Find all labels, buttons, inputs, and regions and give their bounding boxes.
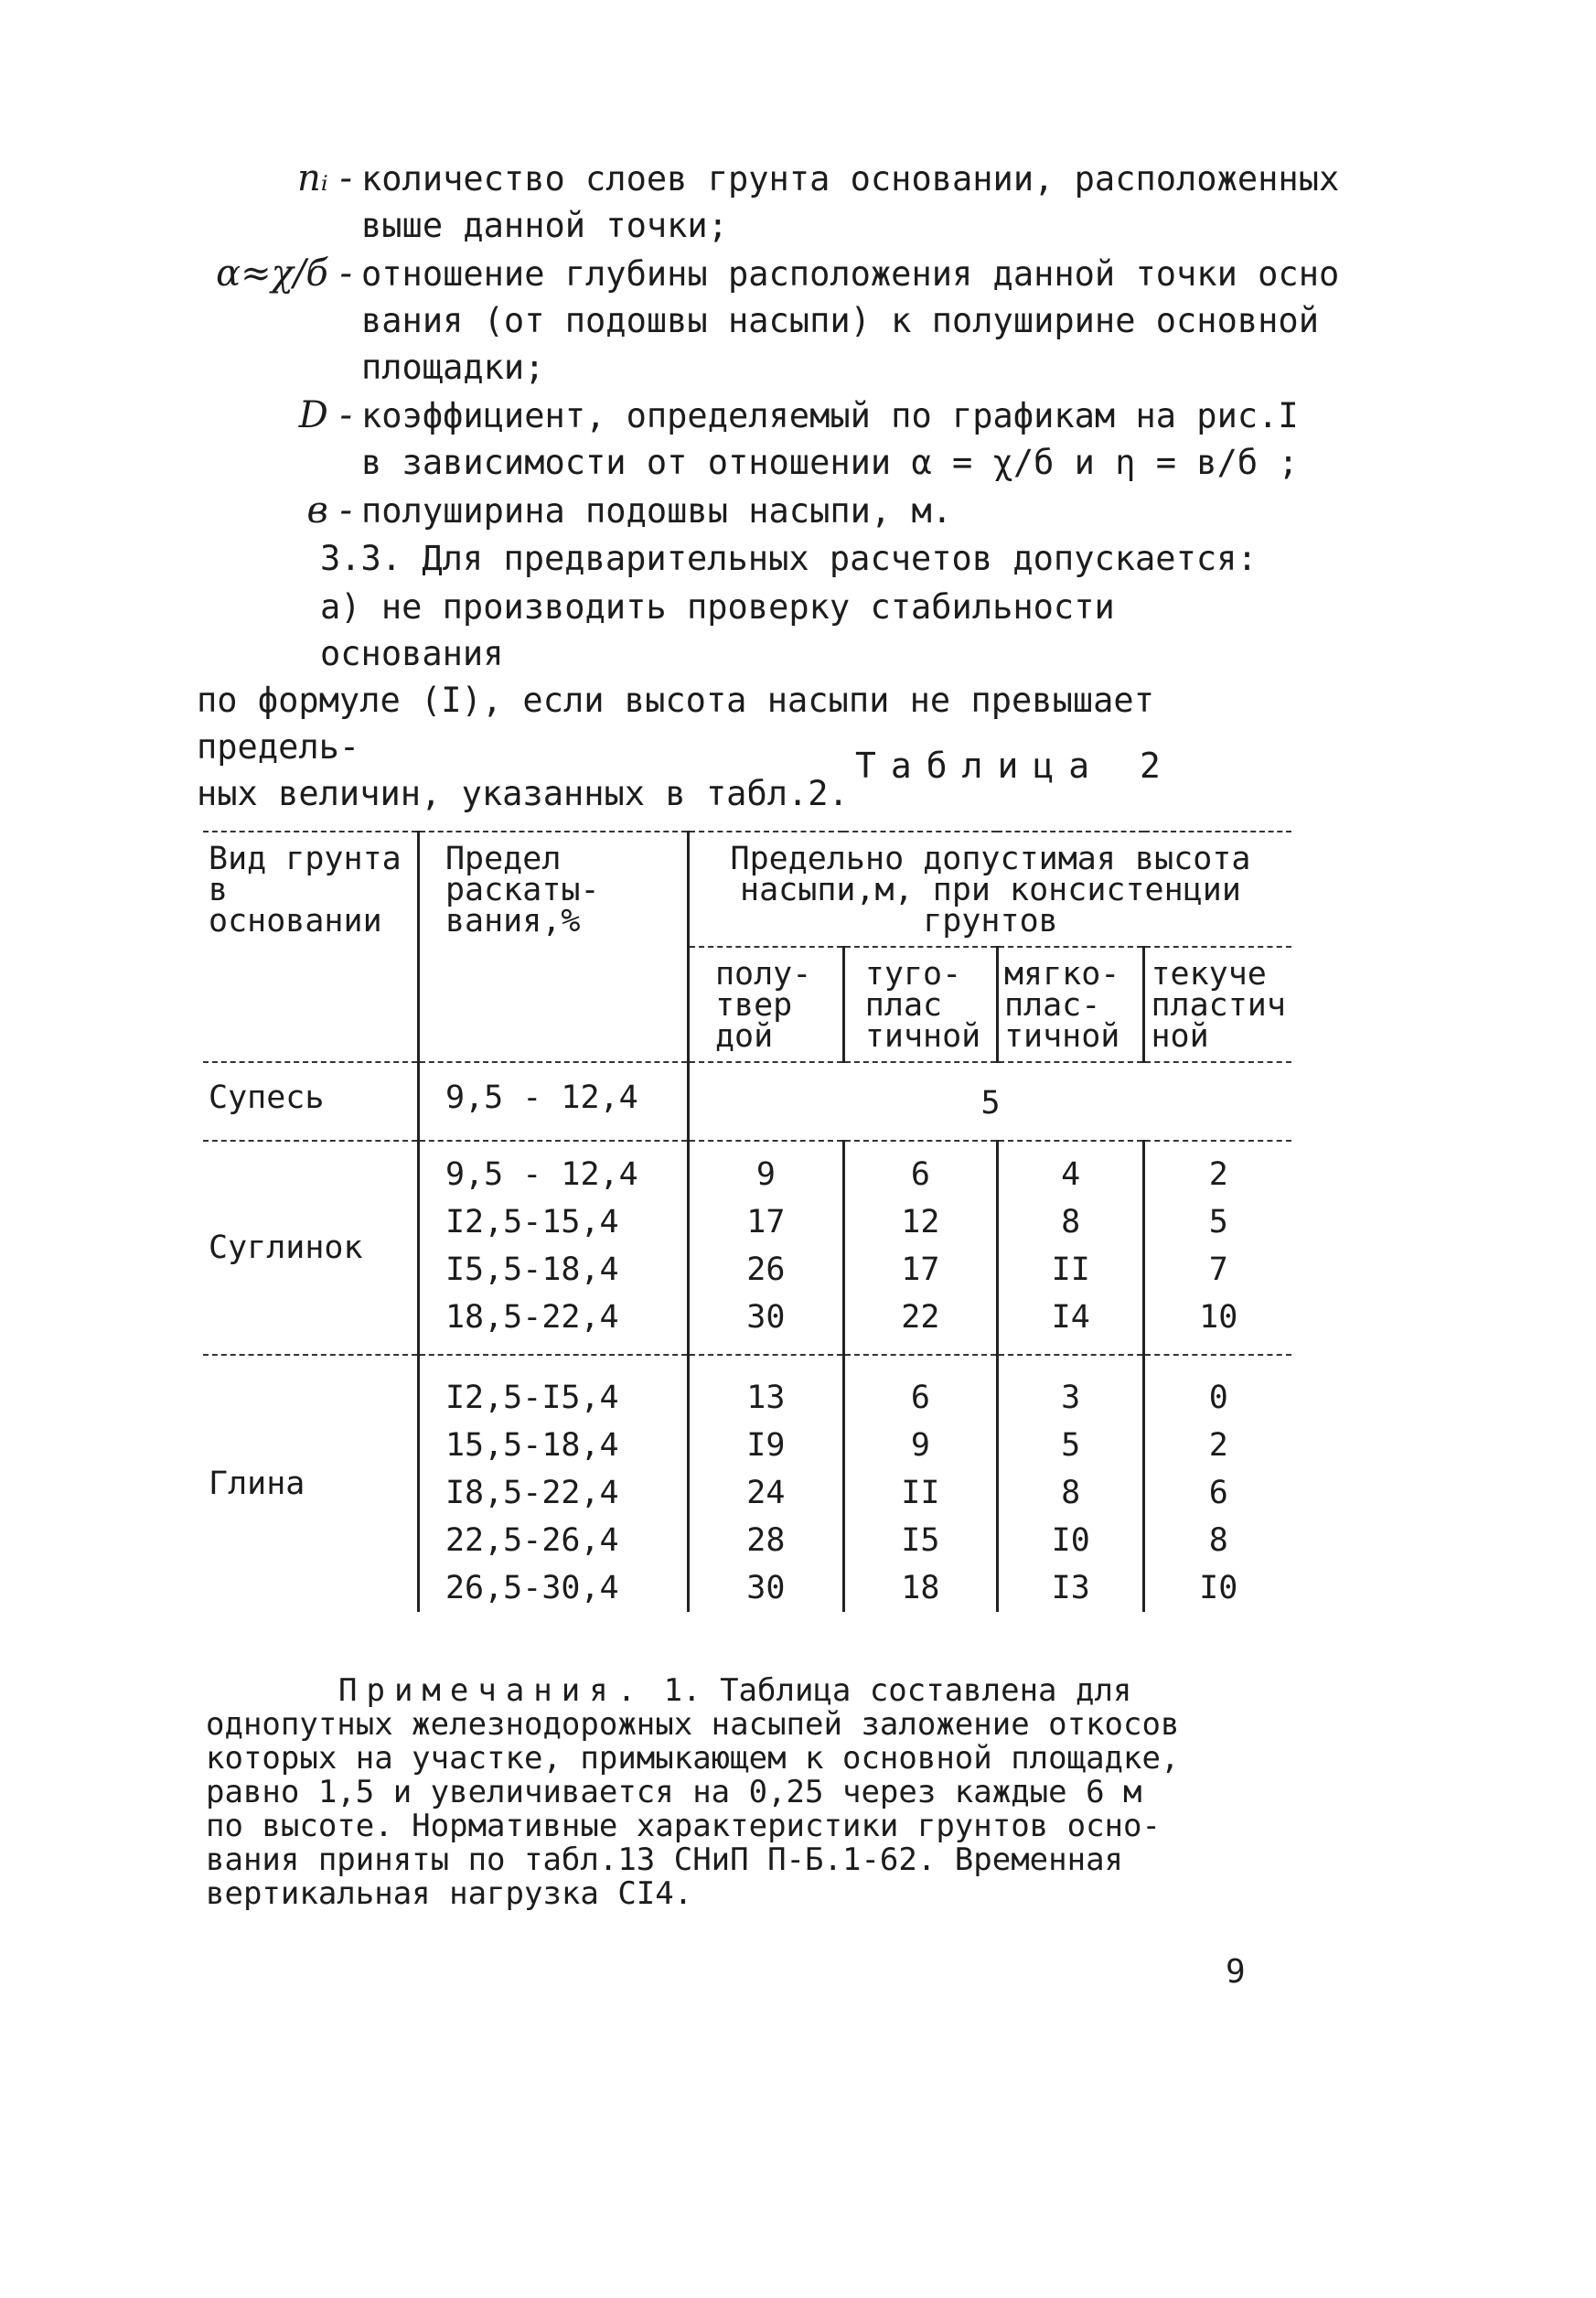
notes-line: однопутных железнодорожных насыпей заложение откосов (206, 1706, 1180, 1743)
definition-text: вания (от подошвы насыпи) к полуширине основной (361, 301, 1319, 340)
height-value: II (997, 1246, 1144, 1294)
header-line: туго- (864, 956, 962, 993)
height-value: 28 (688, 1517, 843, 1564)
definition-text: коэффициент, определяемый по графикам на рис.I (361, 396, 1299, 435)
height-value: 6 (1144, 1469, 1291, 1517)
table-row-supes (203, 1062, 1291, 1141)
height-value: 26 (688, 1246, 843, 1294)
page-number: 9 (1226, 1953, 1246, 1991)
definition-symbol: в - (306, 489, 352, 532)
soil-name: Глина (203, 1355, 418, 1612)
notes-label: Примечания. (338, 1672, 646, 1709)
height-value: 22 (843, 1294, 997, 1355)
height-value: 17 (688, 1198, 843, 1246)
height-value: 12 (843, 1198, 997, 1246)
header-line: полу- (714, 956, 812, 993)
table-notes (206, 1674, 1303, 1911)
height-value: 17 (843, 1246, 997, 1294)
height-value: 5 (688, 1062, 1291, 1141)
height-value: 2 (1144, 1422, 1291, 1469)
definition-text: полуширина подошвы насыпи, м. (361, 491, 953, 531)
header-line: твер (714, 987, 793, 1024)
definition-text: площадки; (361, 348, 545, 387)
notes-line: 1. Таблица составлена для (663, 1672, 1132, 1709)
header-soil-type (203, 832, 418, 1062)
symbol-definitions (183, 156, 1372, 536)
rolling-limit-range: I5,5-18,4 (418, 1246, 688, 1294)
height-value: 3 (997, 1355, 1144, 1422)
height-value: 9 (843, 1422, 997, 1469)
height-value: I0 (997, 1517, 1144, 1564)
height-value: 10 (1144, 1294, 1291, 1355)
notes-first-line (206, 1674, 1303, 1708)
height-value: 0 (1144, 1355, 1291, 1422)
definition-text: в зависимости от отношении α = χ/б и η = в/б ; (361, 443, 1299, 482)
height-value: I4 (997, 1294, 1144, 1355)
rolling-limit-range: 22,5-26,4 (418, 1517, 688, 1564)
rolling-limit-range: 9,5 - 12,4 (418, 1062, 688, 1141)
height-value: II (843, 1469, 997, 1517)
table-caption: Таблица 2 (855, 746, 1175, 786)
height-value: 30 (688, 1564, 843, 1612)
notes-line: которых на участке, примыкающем к основной площадке, (206, 1740, 1180, 1777)
header-line: плас (864, 987, 943, 1024)
notes-line: вертикальная нагрузка СI4. (206, 1875, 693, 1912)
header-rolling-limit (418, 832, 688, 1062)
height-value: 6 (843, 1355, 997, 1422)
rolling-limit-range: 15,5-18,4 (418, 1422, 688, 1469)
definition-alpha (183, 251, 1372, 391)
subheader-semisolid (688, 947, 843, 1062)
definition-symbol: D - (298, 394, 352, 436)
height-value: 30 (688, 1294, 843, 1355)
notes-line: по высоте. Нормативные характеристики грунтов осно- (206, 1808, 1161, 1844)
rolling-limit-range: 26,5-30,4 (418, 1564, 688, 1612)
height-value: I3 (997, 1564, 1144, 1612)
rolling-limit-range: 9,5 - 12,4 (418, 1141, 688, 1198)
header-line: плас- (1003, 987, 1101, 1024)
definition-symbol: nᵢ - (296, 157, 352, 199)
rolling-limit-range: I2,5-15,4 (418, 1198, 688, 1246)
height-value: 5 (1144, 1198, 1291, 1246)
subheader-fluid-plastic (1144, 947, 1291, 1062)
definition-text: количество слоев грунта основании, расположенных (361, 159, 1340, 199)
height-value: 6 (843, 1141, 997, 1198)
header-line: Предельно допустимая высота (730, 841, 1251, 877)
height-value: 5 (997, 1422, 1144, 1469)
table-header-row (203, 832, 1291, 947)
height-value: 7 (1144, 1246, 1291, 1294)
table-2 (203, 831, 1291, 1612)
definition-d (183, 392, 1372, 486)
header-line: раскаты- (445, 872, 600, 908)
header-line: мягко- (1003, 956, 1120, 993)
paragraph-3-3: 3.3. Для предварительных расчетов допускается: (320, 539, 1258, 578)
paragraph-line: ных величин, указанных в табл.2. (197, 774, 849, 813)
header-line: Вид грунта (209, 841, 402, 877)
header-line: тичной (1003, 1018, 1120, 1055)
subheader-stiff-plastic (843, 947, 997, 1062)
height-value: 4 (997, 1141, 1144, 1198)
height-value: 8 (997, 1198, 1144, 1246)
height-value: 13 (688, 1355, 843, 1422)
soil-name: Супесь (203, 1062, 418, 1141)
definition-symbol: α≈χ/б - (216, 252, 352, 295)
definition-b (183, 488, 1372, 534)
header-line: текуче (1151, 956, 1267, 993)
height-value: 8 (997, 1469, 1144, 1517)
height-value: 9 (688, 1141, 843, 1198)
height-value: 2 (1144, 1141, 1291, 1198)
notes-line: равно 1,5 и увеличивается на 0,25 через каждые 6 м (206, 1774, 1142, 1810)
height-value: I9 (688, 1422, 843, 1469)
soil-name: Суглинок (209, 1230, 363, 1266)
paragraph-line: а) не производить проверку стабильности основания (320, 587, 1115, 673)
header-line: в основании (209, 872, 382, 940)
header-line: вания,% (445, 903, 581, 940)
header-line: насыпи,м, при консистенции (740, 872, 1241, 908)
header-line: ной (1151, 1018, 1209, 1055)
subheader-soft-plastic (997, 947, 1144, 1062)
notes-line: вания приняты по табл.13 СНиП П-Б.1-62. Временная (206, 1842, 1124, 1878)
header-max-height (688, 832, 1291, 947)
height-value: 18 (843, 1564, 997, 1612)
height-value: I0 (1144, 1564, 1291, 1612)
header-line: тичной (864, 1018, 981, 1055)
table-row-suglinok (203, 1141, 1291, 1198)
height-value: 24 (688, 1469, 843, 1517)
rolling-limit-range: I2,5-I5,4 (418, 1355, 688, 1422)
definition-text: отношение глубины расположения данной точки осно (361, 254, 1340, 294)
definition-n (183, 156, 1372, 249)
header-line: пластич (1151, 987, 1286, 1024)
rolling-limit-range: 18,5-22,4 (418, 1294, 688, 1355)
header-line: дой (714, 1018, 774, 1055)
header-line: грунтов (923, 903, 1058, 940)
definition-text: выше данной точки; (361, 206, 728, 245)
height-value: I5 (843, 1517, 997, 1564)
header-line: Предел (445, 841, 562, 877)
table-row-glina (203, 1355, 1291, 1422)
rolling-limit-range: I8,5-22,4 (418, 1469, 688, 1517)
height-value: 8 (1144, 1517, 1291, 1564)
paragraph-line: по формуле (I), если высота насыпи не превышает предель- (197, 681, 1154, 767)
